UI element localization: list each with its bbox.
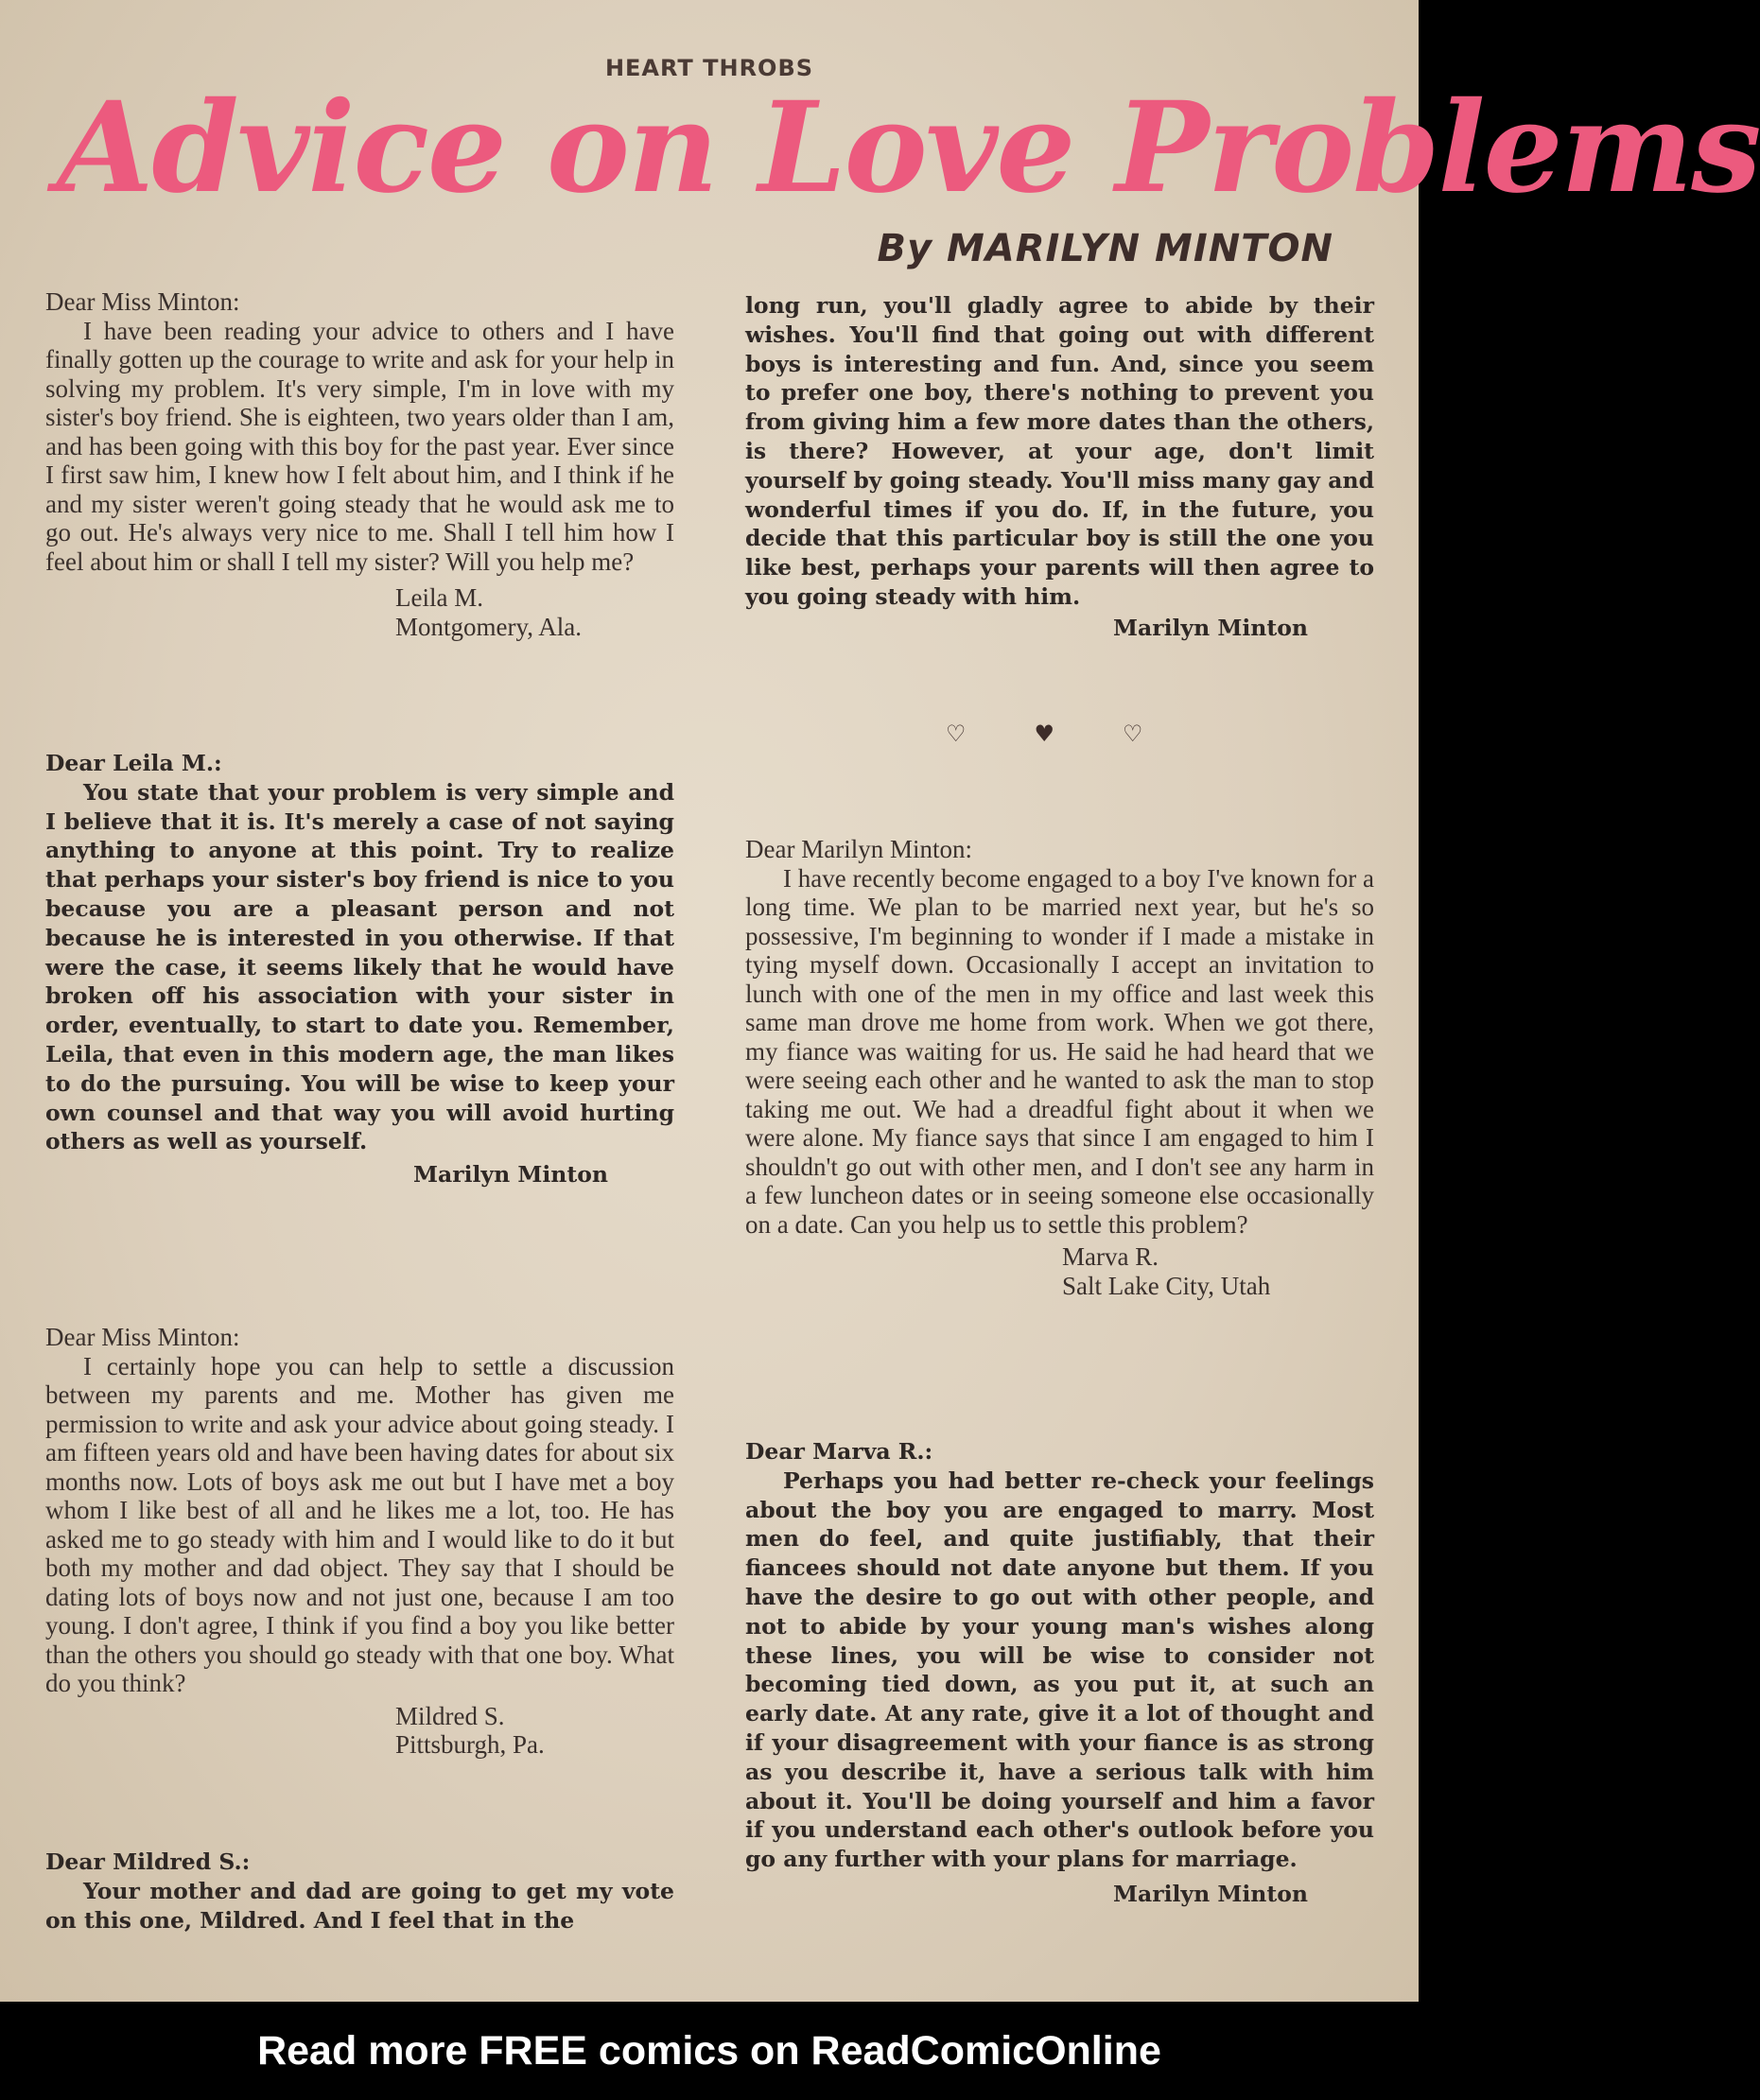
- letter-signature-place: Salt Lake City, Utah: [1062, 1271, 1271, 1300]
- letter-salutation: Dear Marilyn Minton:: [745, 835, 972, 863]
- heart-outline-icon: ♡: [946, 720, 967, 747]
- letter-signature-place: Montgomery, Ala.: [395, 612, 582, 641]
- reply-body: Your mother and dad are going to get my vote on this one, Mildred. And I feel that in the: [45, 1877, 674, 1934]
- reply-salutation: Dear Marva R.:: [745, 1438, 933, 1465]
- reply-continuation: long run, you'll gladly agree to abide by their wishes. You'll find that going out with different boys is interesting and fun. And, since you seem to prefer one boy, there's nothing to prevent you from giving him a few more dates than the others, is there? However, at your age, don't limit yourself by going steady. You'll miss many gay and wonderful times if you do. If, in the future, you decide that this particular boy is still the one you like best, perhaps your parents will then agree to you going steady with him.: [745, 292, 1374, 610]
- reply-leila: [45, 749, 674, 1189]
- reply-mildred: [45, 1848, 674, 1935]
- letter-mildred: [45, 1323, 674, 1760]
- page-title: Advice on Love Problems: [57, 75, 1760, 221]
- reply-signature: Marilyn Minton: [1112, 1880, 1308, 1907]
- letter-body: I certainly hope you can help to settle a discussion between my parents and me. Mother has given me permission to write and ask your advice about going steady. I am fifteen years old and have been having dates for about six months now. Lots of boys ask me out but I have met a boy whom I like best of all and he likes me a lot, too. He has asked me to go steady with him and I would like to do it but both my mother and dad object. They say that I should be dating lots of boys now and not just one, because I am too young. I don't agree, I think if you find a boy you like better than the others you should go steady with that one boy. What do you think?: [45, 1351, 674, 1697]
- reply-salutation: Dear Mildred S.:: [45, 1848, 251, 1875]
- reply-marva: [745, 1437, 1374, 1909]
- reply-body: You state that your problem is very simple and I believe that it is. It's merely a case of not saying anything to anyone at this point. Try to realize that perhaps your sister's boy friend is nice to you because you are a pleasant person and not because he is interested in you otherwise. If that were the case, it seems likely that he would have broken off his association with your sister in order, eventually, to start to date you. Remember, Leila, that even in this modern age, the man likes to do the pursuing. You will be wise to keep your own counsel and that way you will avoid hurting others as well as yourself.: [45, 778, 674, 1155]
- letter-signature-name: Leila M.: [395, 583, 483, 612]
- letter-salutation: Dear Miss Minton:: [45, 287, 240, 316]
- letter-body: I have been reading your advice to others and I have finally gotten up the courage to write and ask for your help in solving my problem. It's very simple, I'm in love with my sister's boy friend. She is eighteen, two years older than I am, and has been going with this boy for the past year. Ever since I first saw him, I knew how I felt about him, and I think if he and my sister weren't going steady that he would ask me to go out. He's always very nice to me. Shall I tell him how I feel about him or shall I tell my sister? Will you help me?: [45, 316, 674, 576]
- heart-ornament: [946, 720, 1211, 747]
- letter-salutation: Dear Miss Minton:: [45, 1323, 240, 1351]
- promo-footer: [0, 2002, 1419, 2100]
- letter-signature-place: Pittsburgh, Pa.: [395, 1730, 545, 1759]
- reply-salutation: Dear Leila M.:: [45, 750, 222, 776]
- letter-signature-name: Marva R.: [1062, 1242, 1159, 1271]
- running-head: HEART THROBS: [604, 55, 814, 81]
- letter-signature-name: Mildred S.: [395, 1701, 505, 1730]
- promo-footer-text[interactable]: Read more FREE comics on ReadComicOnline: [257, 2027, 1161, 2074]
- byline: By MARILYN MINTON: [877, 227, 1333, 270]
- reply-mildred-continued: [745, 291, 1374, 643]
- reply-signature: Marilyn Minton: [1112, 614, 1308, 641]
- letter-marva: [745, 835, 1374, 1300]
- heart-solid-icon: ♥: [1034, 720, 1055, 747]
- reply-body: Perhaps you had better re-check your feelings about the boy you are engaged to marry. Most men do feel, and quite justifiably, that their fiancees should not date anyone but them. If you have the desire to go out with other people, and not to abide by your young man's wishes along these lines, you will be wise to consider not becoming tied down, as you put it, at such an early date. At any rate, give it a lot of thought and if your disagreement with your fiance is as strong as you describe it, have a serious talk with him about it. You'll be doing yourself and him a favor if you understand each other's outlook before you go any further with your plans for marriage.: [745, 1467, 1374, 1873]
- heart-outline-icon: ♡: [1123, 720, 1143, 747]
- reply-signature: Marilyn Minton: [412, 1161, 608, 1189]
- letter-leila: [45, 287, 674, 641]
- letter-body: I have recently become engaged to a boy I've known for a long time. We plan to be married next year, but he's so possessive, I'm beginning to wonder if I made a mistake in tying myself down. Occasionally I accept an invitation to lunch with one of the men in my office and last week this same man drove me home from work. When we got there, my fiance was waiting for us. He said he had heard that we were seeing each other and he wanted to ask the man to stop taking me out. We had a dreadful fight about it when we were alone. My fiance says that since I am engaged to him I shouldn't go out with other men, and I don't see any harm in a few luncheon dates or in seeing someone else occasionally on a date. Can you help us to settle this problem?: [745, 863, 1374, 1239]
